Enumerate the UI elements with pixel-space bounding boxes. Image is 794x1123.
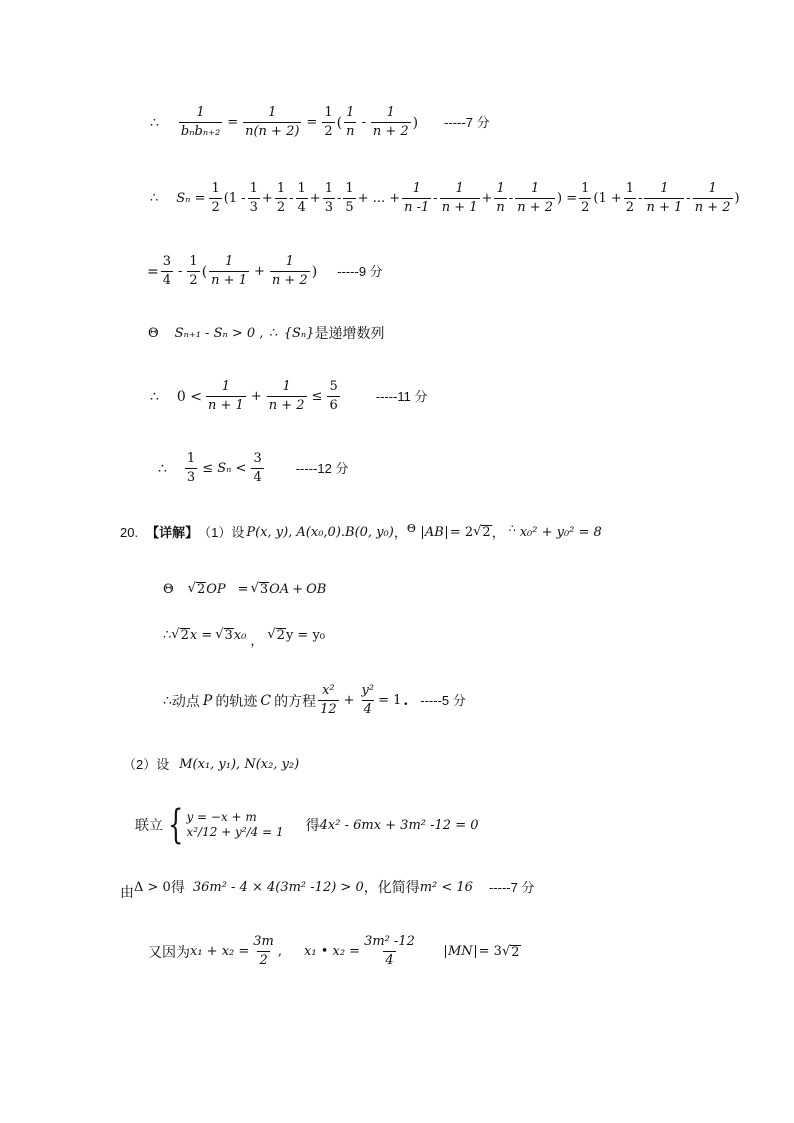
fraction: $\frac{1}{2}$ (211, 181, 220, 216)
fraction: $\frac{1}{3}$ (324, 181, 333, 216)
fraction: $\frac{1}{2}$ (581, 181, 590, 216)
sqrt: √ 3 (250, 581, 269, 597)
equation-system: { y = −x + m x²/12 + y²/4 = 1 (168, 802, 284, 848)
fraction: $\frac{\text{x²}}{12}$ (320, 683, 337, 718)
step-line-6: ∴ $\frac{1}{3}$ ≤ Sₙ < $\frac{3}{4}$ -----12 分 (158, 451, 349, 486)
fraction: $\frac{1}{n(n + 2)}$ (245, 105, 300, 140)
fraction: $\frac{1}{2}$ (276, 181, 286, 216)
score-label: -----9 分 (337, 264, 383, 280)
fraction: $\frac{1}{2}$ (625, 181, 635, 216)
fraction: $\frac{\text{y²}}{4}$ (361, 683, 375, 718)
part-2-header: （2）设 M(x₁, y₁), N(x₂, y₂) (123, 757, 300, 772)
fraction: $\frac{1}{n + 2}$ (372, 105, 409, 140)
because-symbol: Θ (148, 325, 159, 341)
fraction: $\frac{1}{\text{bₙbₙ₊₂}}$ (180, 105, 221, 140)
step-system-equations: 联立 { y = −x + m x²/12 + y²/4 = 1 得 4x² - 6mx + 3m² -12 = 0 (135, 802, 479, 848)
fraction: $\frac{1}{2}$ (324, 105, 333, 140)
score-label: -----7 分 (444, 115, 490, 131)
fraction: $\frac{5}{6}$ (329, 379, 338, 414)
step-vector-equation: Θ √ 2 OP = √ 3 OA + OB (163, 581, 327, 597)
step-trajectory-equation: ∴ 动点 P 的轨迹 C 的方程 $\frac{\text{x²}}{12}$ + $\frac{\text{y²}}{4}$ = 1 . -----5 分 (163, 683, 466, 718)
fraction: $\frac{1}{2}$ (189, 254, 198, 289)
fraction: $\frac{1}{n + 1}$ (211, 254, 247, 289)
step-line-5: ∴ 0 < $\frac{1}{n + 1}$ + $\frac{1}{n + 2}$ ≤ $\frac{5}{6}$ -----11 分 (150, 379, 428, 414)
therefore-symbol: ∴ (150, 114, 159, 131)
fraction: $\frac{1}{n + 1}$ (441, 181, 478, 216)
sqrt: √ 2 (187, 581, 206, 597)
fraction: $\frac{1}{n + 1}$ (646, 181, 683, 216)
fraction: $\frac{1}{n -1}$ (404, 181, 430, 216)
problem-number: 20. (120, 524, 139, 540)
sqrt: √ 2 (473, 524, 491, 540)
fraction: $\frac{1}{3}$ (186, 451, 196, 486)
fraction: $\frac{1}{n}$ (346, 105, 355, 140)
sqrt: √ 2 (171, 627, 189, 643)
problem-20-header: 20. 【详解】 （1）设 P(x, y), A(x₀,0).B(0, y₀) ， Θ AB = 2 √ 2 ， ∴ x₀² + y₀² = 8 (120, 521, 602, 540)
fraction: $\frac{3m}{2}$ (253, 934, 274, 969)
fraction: $\frac{1}{n}$ (496, 181, 505, 216)
solution-title: 【详解】 (146, 524, 199, 540)
fraction: $\frac{1}{n + 2}$ (268, 379, 305, 414)
fraction: $\frac{\text{3m² -12}}{4}$ (364, 934, 415, 969)
step-coordinate-relation: ∴ √ 2 x = √ 3 x₀ ， √ 2 y = y₀ (163, 627, 325, 648)
score-label: -----11 分 (375, 389, 428, 405)
fraction: $\frac{1}{5}$ (345, 181, 354, 216)
sqrt: √ 3 (215, 627, 233, 643)
sqrt: √ 2 (501, 943, 520, 960)
step-line-2: ∴ Sₙ = $\frac{1}{2}$ (1 - $\frac{1}{3}$ + $\frac{1}{2}$ - $\frac{1}{4}$ + $\frac{1}{3}$ - $\frac{1}{5}$ + ... + $\frac{1}{n -1}$ - $\frac{1}{n + 1}$ + $\frac{1}{n}$ - $\frac{1}{n + 2}$ ) = $\frac{1}{2}$ (1 + $\frac{1}{2}$ - $\frac{1}{n + 1}$ - $\frac{1}{n + 2}$ ) (150, 181, 740, 216)
fraction: $\frac{1}{3}$ (249, 181, 258, 216)
fraction: $\frac{1}{n + 2}$ (271, 254, 308, 289)
step-line-1: ∴ $\frac{1}{\text{bₙbₙ₊₂}}$ = $\frac{1}{n(n + 2)}$ = $\frac{1}{2}$ ( $\frac{1}{n}$ - $\frac{1}{n + 2}$ ) -----7 分 (150, 105, 490, 140)
step-line-3: = $\frac{3}{4}$ - $\frac{1}{2}$ ( $\frac{1}{n + 1}$ + $\frac{1}{n + 2}$ ) -----9 分 (147, 254, 383, 289)
fraction: $\frac{1}{n + 2}$ (517, 181, 554, 216)
step-vieta: 又因为 x₁ + x₂ = $\frac{3m}{2}$ , x₁ • x₂ = $\frac{\text{3m² -12}}{4}$ MN = 3 √ 2 (148, 934, 520, 969)
fraction: $\frac{1}{4}$ (297, 181, 306, 216)
fraction: $\frac{3}{4}$ (253, 451, 262, 486)
score-label: -----5 分 (420, 693, 466, 709)
fraction: $\frac{1}{n + 1}$ (208, 379, 244, 414)
step-discriminant: 由 Δ > 0 得 36m² - 4 × 4(3m² -12) > 0 ，化简得 m² < 16 -----7 分 (120, 879, 535, 900)
score-label: -----12 分 (295, 461, 349, 477)
score-label: -----7 分 (488, 879, 535, 895)
step-line-4: Θ Sₙ₊₁ - Sₙ > 0 , ∴ {Sₙ} 是递增数列 (148, 325, 385, 341)
sqrt: √ 2 (267, 627, 285, 643)
fraction: $\frac{3}{4}$ (162, 254, 172, 289)
fraction: $\frac{1}{n + 2}$ (694, 181, 731, 216)
